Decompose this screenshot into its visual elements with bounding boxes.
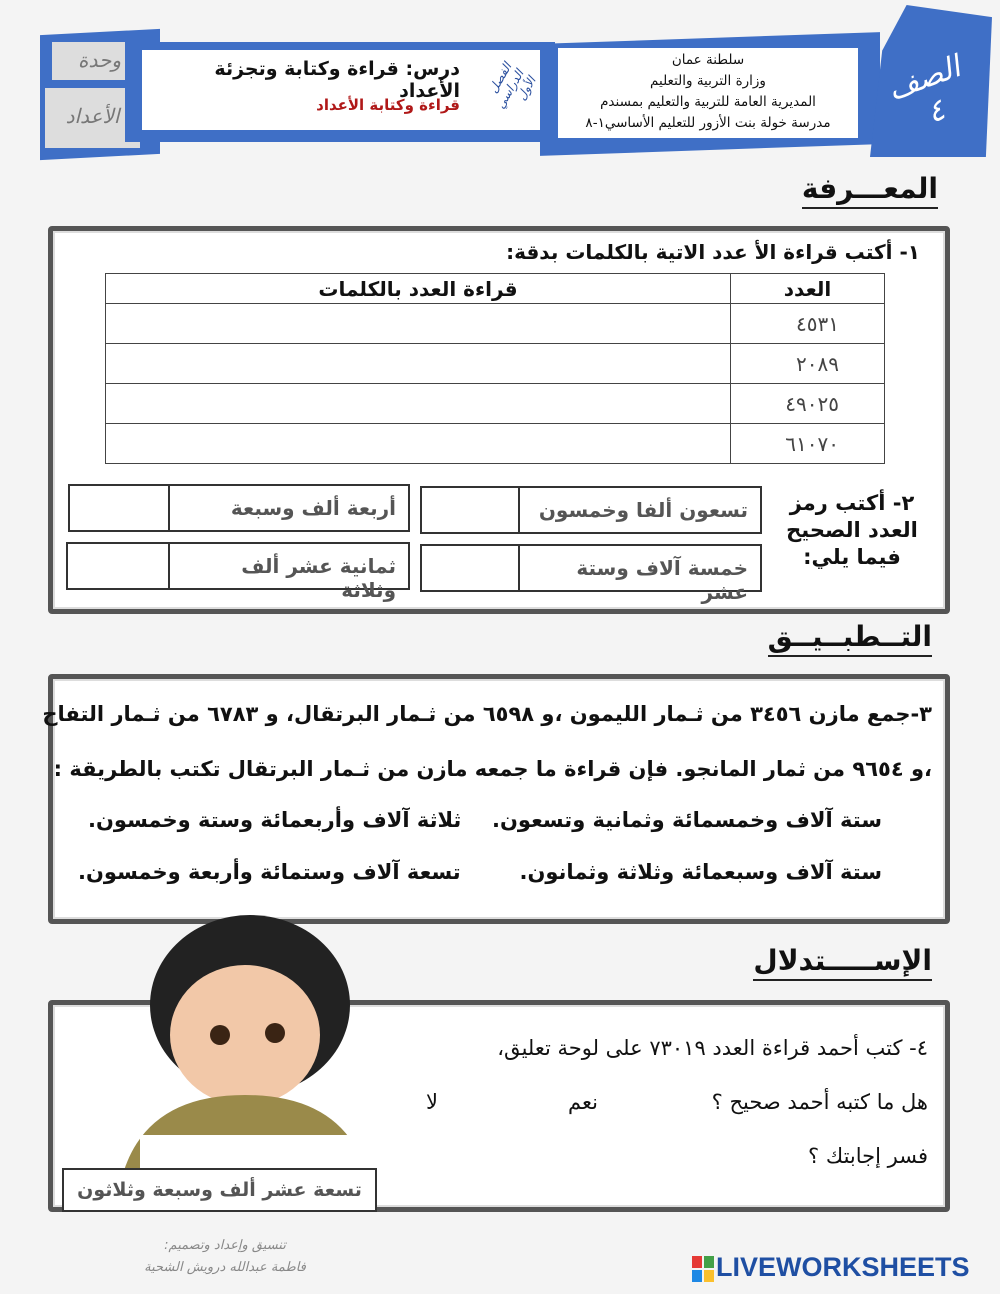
item-label: ثمانية عشر ألف وثلاثة xyxy=(168,542,410,590)
ministry: وزارة التربية والتعليم xyxy=(650,73,766,89)
face xyxy=(170,965,320,1105)
unit-bottom: الأعداد xyxy=(45,88,140,148)
no-option[interactable]: لا xyxy=(426,1090,438,1114)
school-info xyxy=(558,50,858,134)
question-1: ١- أكتب قراءة الأ عدد الاتية بالكلمات بدقة: xyxy=(506,240,920,264)
lesson-subtitle: قراءة وكتابة الأعداد xyxy=(316,96,460,114)
answer-box[interactable] xyxy=(66,542,170,590)
credit-author: فاطمة عبدالله درويش الشحية xyxy=(144,1260,306,1275)
answer-cell[interactable] xyxy=(106,384,731,424)
answer-box[interactable] xyxy=(420,544,520,592)
option[interactable]: ستة آلاف وخمسمائة وثمانية وتسعون. xyxy=(492,808,882,832)
question-2: ٢- أكتب رمز العدد الصحيح فيما يلي: xyxy=(786,491,918,569)
eye-left xyxy=(210,1025,230,1045)
credits xyxy=(125,1235,325,1279)
semester-label: الفصل الدراسي الأول xyxy=(486,60,539,111)
section-title-application: التــطبــيــق xyxy=(768,620,932,657)
eye-right xyxy=(265,1023,285,1043)
item-label: خمسة آلاف وستة عشر xyxy=(518,544,762,592)
unit-top: وحدة xyxy=(52,42,147,80)
option[interactable]: ثلاثة آلاف وأربعمائة وستة وخمسون. xyxy=(88,808,462,832)
question-3-line2: ،و ٩٦٥٤ من ثمار المانجو. فإن قراءة ما جمعه مازن من ثـمار البرتقال تكتب بالطريقة : xyxy=(53,757,932,781)
liveworksheets-logo-icon xyxy=(692,1256,714,1282)
table-row xyxy=(106,424,885,464)
col-words: قراءة العدد بالكلمات xyxy=(106,274,731,304)
section-title-reasoning: الإســـــتدلال xyxy=(753,944,932,981)
answer-cell[interactable] xyxy=(106,304,731,344)
answer-cell[interactable] xyxy=(106,344,731,384)
lesson-title: درس: قراءة وكتابة وتجزئة الأعداد xyxy=(214,58,460,102)
number-cell: ٤٩٠٢٥ xyxy=(731,384,885,424)
country: سلطنة عمان xyxy=(671,52,745,68)
table-row xyxy=(106,384,885,424)
answer-cell[interactable] xyxy=(106,424,731,464)
number-cell: ٦١٠٧٠ xyxy=(731,424,885,464)
yes-option[interactable]: نعم xyxy=(568,1090,598,1114)
answer-box[interactable] xyxy=(420,486,520,534)
question-4-line1: ٤- كتب أحمد قراءة العدد ٧٣٠١٩ على لوحة تعليق، xyxy=(497,1036,928,1060)
table-row xyxy=(106,344,885,384)
number-cell: ٢٠٨٩ xyxy=(731,344,885,384)
section-title-knowledge: المعـــرفة xyxy=(802,172,938,209)
sign-board: تسعة عشر ألف وسبعة وثلاثون xyxy=(62,1168,377,1212)
question-4-line2: هل ما كتبه أحمد صحيح ؟ xyxy=(711,1090,928,1114)
directorate: المديرية العامة للتربية والتعليم بمسندم xyxy=(600,94,816,110)
answer-box[interactable] xyxy=(68,484,170,532)
option[interactable]: تسعة آلاف وستمائة وأربعة وخمسون. xyxy=(78,860,461,884)
boy-illustration xyxy=(80,895,410,1185)
item-label: تسعون ألفا وخمسون xyxy=(518,486,762,534)
numbers-table xyxy=(105,273,885,464)
credit-line: تنسيق وإعداد وتصميم: xyxy=(164,1238,286,1253)
school-name: مدرسة خولة بنت الأزور للتعليم الأساسي١-٨ xyxy=(585,115,831,131)
item-label: أربعة ألف وسبعة xyxy=(168,484,410,532)
number-cell: ٤٥٣١ xyxy=(731,304,885,344)
col-number: العدد xyxy=(731,274,885,304)
grade-label: الصف ٤ xyxy=(882,49,966,131)
question-4-line3: فسر إجابتك ؟ xyxy=(808,1144,928,1168)
liveworksheets-brand[interactable]: LIVEWORKSHEETS xyxy=(716,1252,970,1282)
table-row xyxy=(106,304,885,344)
option[interactable]: ستة آلاف وسبعمائة وثلاثة وثمانون. xyxy=(519,860,882,884)
question-3-line1: ٣-جمع مازن ٣٤٥٦ من ثـمار الليمون ،و ٦٥٩٨ من ثـمار البرتقال، و ٦٧٨٣ من ثـمار التفاح xyxy=(42,702,932,726)
